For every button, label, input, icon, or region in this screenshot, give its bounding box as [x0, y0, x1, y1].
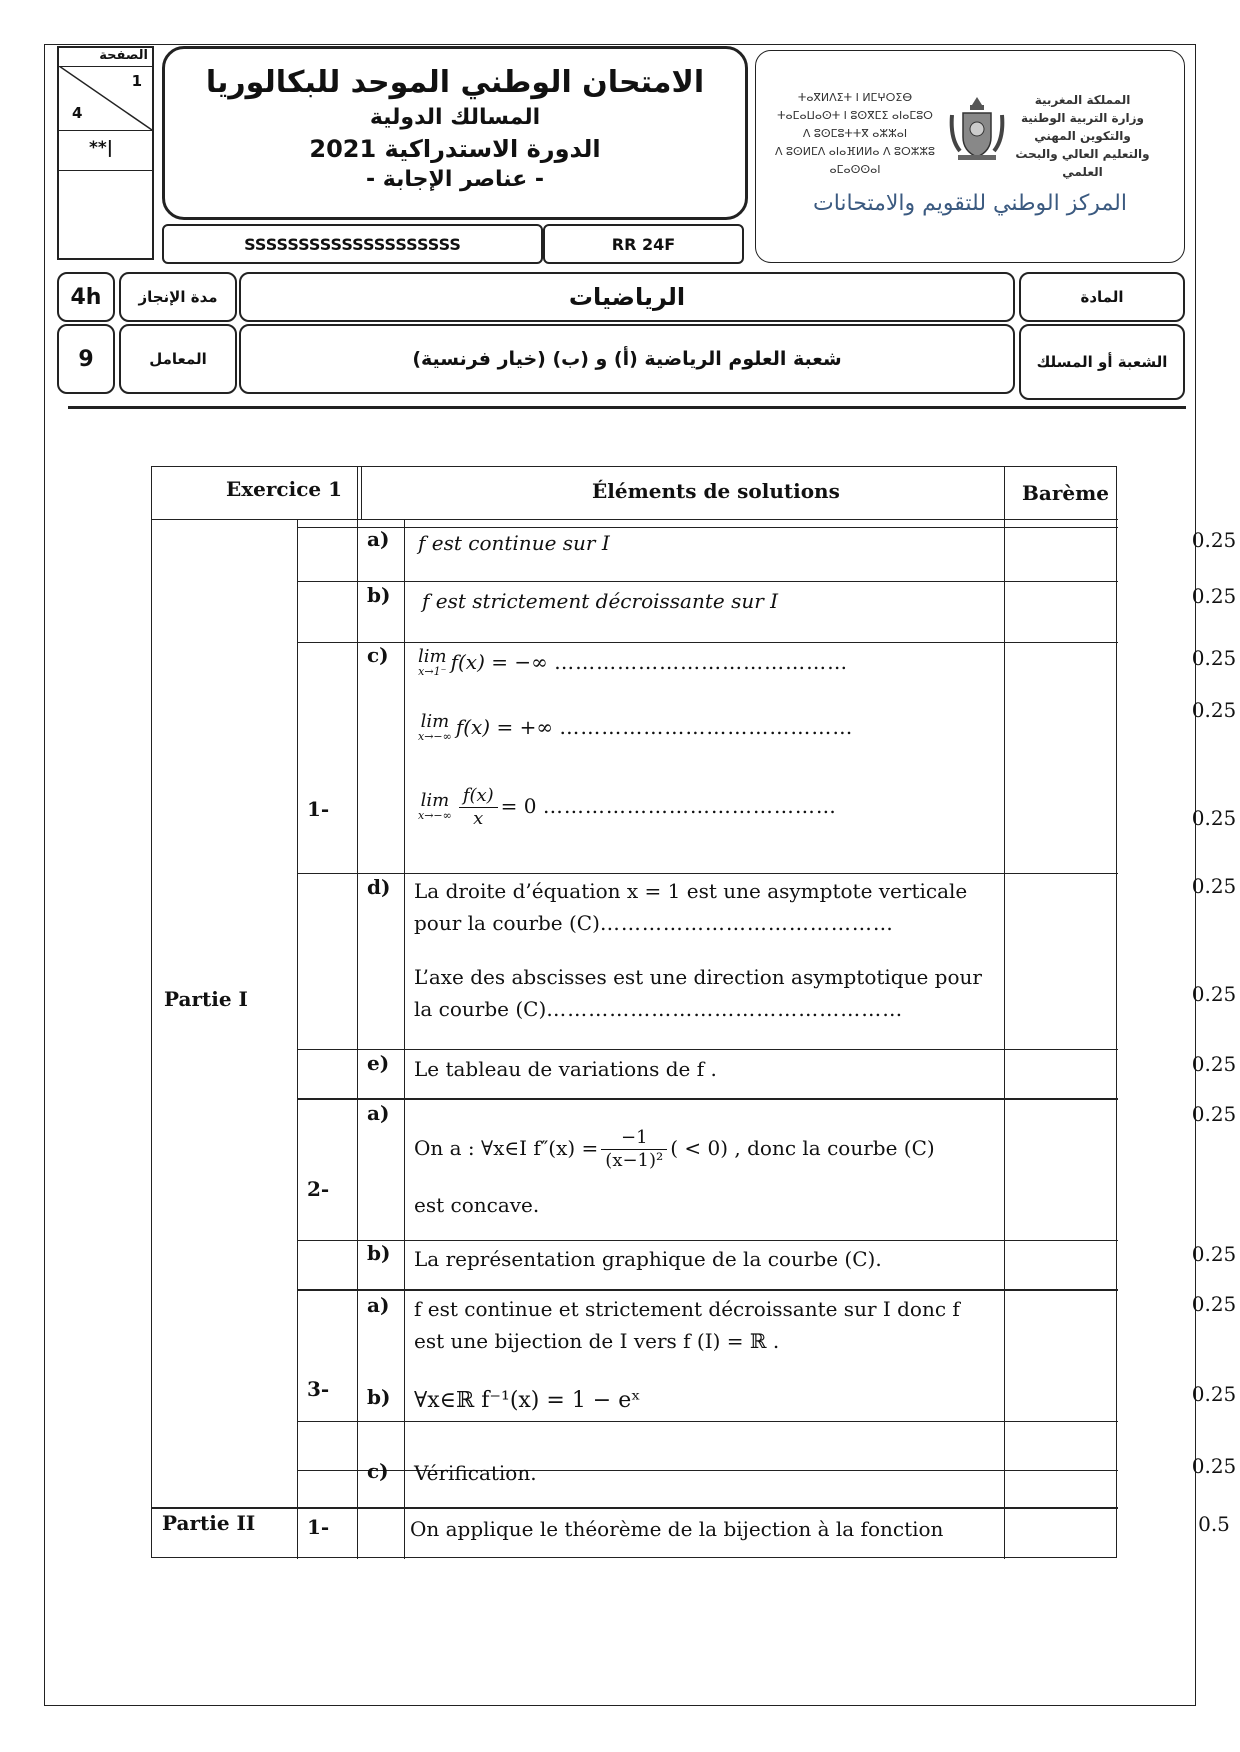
- points-1d-2: 0.25: [1191, 982, 1237, 1006]
- coef-label-box: [119, 324, 237, 394]
- exam-title: الامتحان الوطني الموحد للبكالوريا: [205, 65, 705, 100]
- branch-label: الشعبة أو المسلك: [1036, 353, 1168, 371]
- answer-2a-line-1: On a : ∀x∈I f″(x) = $\frac{-1}{\text{(x−1)²}}$ ( < 0) , donc la courbe (C): [414, 1127, 935, 1171]
- logo-left-text: ⵜⴰⴳⵍⴷⵉⵜ ⵏ ⵍⵎⵖⵔⵉⴱ ⵜⴰⵎⴰⵡⴰⵙⵜ ⵏ ⵓⵙⴳⵎⵉ ⴰⵏⴰⵎⵓⵔ ⴷ ⵓⵙⵎⵓⵜⵜⴳ ⴰⵣⵣⴰⵏ ⴷ ⵓⵙⵍⵎⴷ ⴰⵏⴰⴼⵍⵍⴰ ⴷ ⵓⵔⵣⵣⵓ ⴰⵎⴰⵙⵙⴰⵏ: [774, 91, 936, 176]
- page-number-box: [57, 46, 154, 260]
- answer-1c-limit-1: lim x→1⁻ f(x) = −∞ ……………………………………: [418, 645, 849, 678]
- col-bareme: Barème: [1022, 481, 1110, 505]
- answer-1c-limit-2: lim x→−∞ f(x) = +∞ ……………………………………: [418, 710, 854, 743]
- page-label: الصفحة: [99, 48, 148, 63]
- sub-1e: e): [367, 1051, 390, 1075]
- question-3: 3-: [307, 1377, 330, 1401]
- sub-1a: a): [367, 527, 390, 551]
- duration-value: 4h: [70, 284, 102, 310]
- answer-2b: La représentation graphique de la courbe (C).: [414, 1247, 882, 1271]
- points-1a: 0.25: [1191, 528, 1237, 552]
- subject: الرياضيات: [568, 283, 686, 311]
- col-exercise: Exercice 1: [226, 477, 342, 501]
- code-rr: RR 24F: [611, 234, 676, 254]
- branch: شعبة العلوم الرياضية (أ) و (ب) (خيار فرنسية): [412, 348, 842, 370]
- exam-track: المسالك الدولية: [369, 105, 541, 130]
- exam-subtitle: - عناصر الإجابة -: [365, 167, 545, 192]
- sub-1d: d): [367, 875, 391, 899]
- question-2: 2-: [307, 1177, 330, 1201]
- coef-label: المعامل: [149, 350, 207, 368]
- part-1-label: Partie I: [164, 987, 248, 1011]
- answer-3c: Vérification.: [414, 1461, 537, 1485]
- part-2-label: Partie II: [162, 1511, 256, 1535]
- sub-3b: b): [367, 1385, 391, 1409]
- answer-p2-1: On applique le théorème de la bijection à la fonction: [410, 1517, 944, 1541]
- subject-box: [239, 272, 1015, 322]
- answer-1d-line-4: la courbe (C)……………………………………………: [414, 997, 904, 1021]
- header-separator: [68, 406, 1186, 409]
- points-1c-3: 0.25: [1191, 806, 1237, 830]
- points-p2-1: 0.5: [1198, 1512, 1230, 1536]
- coef-value-box: [57, 324, 115, 394]
- exam-title-box: [162, 46, 748, 220]
- sub-2a: a): [367, 1101, 390, 1125]
- bareme-column: [151, 466, 1237, 1558]
- sub-3a: a): [367, 1293, 390, 1317]
- answer-3b: ∀x∈ℝ f⁻¹(x) = 1 − eˣ: [414, 1388, 641, 1413]
- page-current: 1: [131, 72, 142, 90]
- points-1c-1: 0.25: [1191, 646, 1237, 670]
- answer-1e: Le tableau de variations de f .: [414, 1057, 717, 1081]
- code-s-box: [162, 224, 543, 264]
- ministry-logo-box: [755, 50, 1185, 263]
- code-stars: **|: [89, 138, 113, 158]
- sub-1b: b): [367, 583, 391, 607]
- points-3c: 0.25: [1191, 1454, 1237, 1478]
- col-solutions: Éléments de solutions: [592, 479, 840, 503]
- page-total: 4: [72, 104, 83, 122]
- sub-1c: c): [367, 643, 389, 667]
- branch-box: [239, 324, 1015, 394]
- sub-3c: c): [367, 1459, 389, 1483]
- code-rr-box: [543, 224, 744, 264]
- coef-value: 9: [78, 346, 94, 372]
- answer-3a-line-1: f est continue et strictement décroissante sur I donc f: [414, 1297, 960, 1321]
- center-name: المركز الوطني للتقويم والامتحانات: [813, 191, 1127, 216]
- answer-1d-line-1: La droite d’équation x = 1 est une asymptote verticale: [414, 879, 968, 903]
- question-1: 1-: [307, 797, 330, 821]
- subject-label-box: [1019, 272, 1185, 322]
- points-1b: 0.25: [1191, 584, 1237, 608]
- answer-1d-line-2: pour la courbe (C)……………………………………: [414, 911, 894, 935]
- points-1d-1: 0.25: [1191, 874, 1237, 898]
- exam-session: الدورة الاستدراكية 2021: [309, 135, 601, 163]
- duration-label: مدة الإنجاز: [138, 288, 218, 306]
- points-1e: 0.25: [1191, 1052, 1237, 1076]
- answer-1d-line-3: L’axe des abscisses est une direction asymptotique pour: [414, 965, 982, 989]
- branch-label-box: [1019, 324, 1185, 400]
- answer-1c-limit-3: lim x→−∞ $\frac{f(x)}{x}$ = 0 ……………………………………: [418, 785, 837, 829]
- points-3a: 0.25: [1191, 1292, 1237, 1316]
- answer-1a: f est continue sur I: [418, 531, 610, 555]
- code-s: SSSSSSSSSSSSSSSSSSSS: [244, 234, 461, 254]
- answer-2a-line-2: est concave.: [414, 1193, 540, 1217]
- sub-2b: b): [367, 1241, 391, 1265]
- points-3b: 0.25: [1191, 1382, 1237, 1406]
- points-2b: 0.25: [1191, 1242, 1237, 1266]
- points-2a: 0.25: [1191, 1102, 1237, 1126]
- subject-label: المادة: [1080, 288, 1124, 306]
- answer-3a-line-2: est une bijection de I vers f (I) = ℝ .: [414, 1329, 780, 1353]
- duration-label-box: [119, 272, 237, 322]
- logo-right-text: المملكة المغربية وزارة التربية الوطنية والتكوين المهني والتعليم العالي والبحث العلمي: [1015, 93, 1150, 179]
- duration-value-box: [57, 272, 115, 322]
- page-diagonal: [59, 66, 152, 130]
- answer-1b: f est strictement décroissante sur I: [422, 589, 779, 613]
- points-1c-2: 0.25: [1191, 698, 1237, 722]
- p2-question-1: 1-: [307, 1515, 330, 1539]
